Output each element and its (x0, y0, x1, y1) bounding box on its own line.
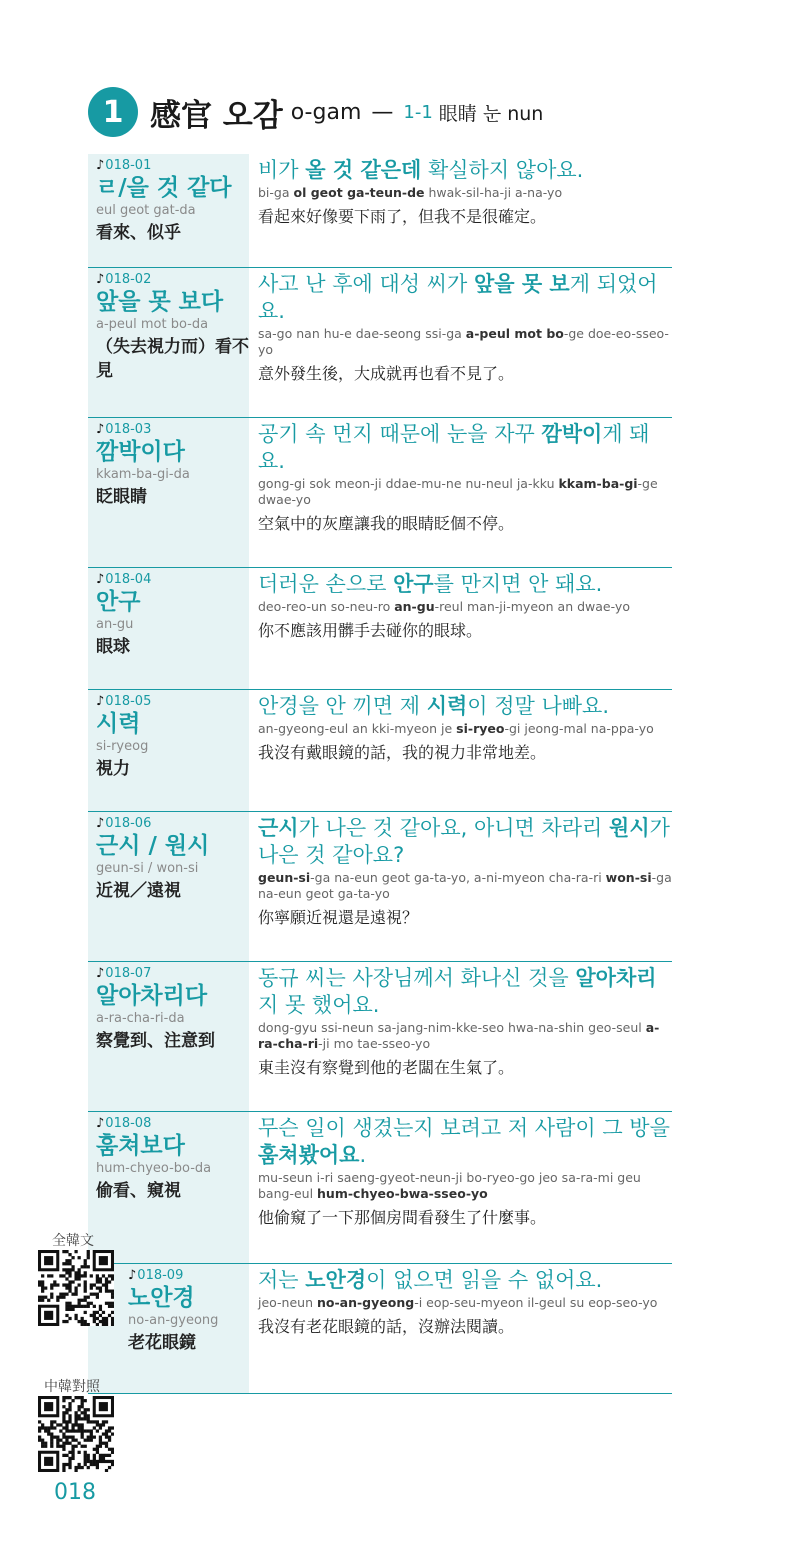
vocab-word: 훔쳐보다 (96, 1133, 185, 1159)
example-sentence (258, 1115, 672, 1169)
qr-code-bilingual-audio[interactable] (38, 1396, 114, 1472)
vocab-headword-panel (88, 1112, 249, 1263)
example-translation: 空氣中的灰塵讓我的眼睛眨個不停。 (258, 514, 515, 533)
example-sentence (258, 271, 672, 325)
romanization-text: an-gyeong-eul an kki-myeon je (258, 721, 457, 736)
example-panel (249, 154, 672, 267)
highlighted-phrase: 앞을 못 보 (473, 272, 570, 296)
chapter-number-badge: 1 (88, 87, 138, 137)
sentence-text: 게 되었어요. (258, 272, 658, 323)
highlighted-phrase: 원시 (609, 816, 650, 840)
highlighted-romanization: si-ryeo (456, 721, 505, 736)
sentence-text: 가 나은 것 같아요, 아니면 차라리 (298, 816, 610, 840)
track-label: 018-01 (105, 158, 152, 173)
vocab-word: 깜박이다 (96, 439, 185, 465)
vocab-word: 알아차리다 (96, 983, 208, 1009)
highlighted-romanization: hum-chyeo-bwa-sseo-yo (317, 1186, 488, 1201)
example-panel (249, 812, 672, 961)
sentence-text: 가 나은 것 같아요? (258, 816, 670, 867)
sentence-text: 공기 속 먼지 때문에 눈을 자꾸 (258, 422, 542, 446)
music-note-icon: ♪ (96, 572, 105, 587)
vocabulary-list (88, 154, 672, 1394)
highlighted-phrase: 안구 (393, 572, 434, 596)
highlighted-phrase: 노안경 (305, 1268, 367, 1292)
audio-track-number[interactable] (96, 158, 249, 174)
vocab-entry (88, 690, 672, 812)
example-romanization (258, 1295, 672, 1311)
example-panel (249, 418, 672, 567)
vocab-meaning: （失去視力而）看不見 (96, 337, 249, 381)
qr-label-korean: 全韓文 (52, 1233, 94, 1249)
romanization-text: -ga na-eun geot ga-ta-yo, a-ni-myeon cha-ra-ri (310, 870, 606, 885)
track-label: 018-02 (105, 272, 152, 287)
vocab-romanization: no-an-gyeong (128, 1313, 219, 1328)
vocab-word: ㄹ/을 것 같다 (96, 175, 232, 201)
romanization-text: -gi jeong-mal na-ppa-yo (504, 721, 654, 736)
qr-label-bilingual: 中韓對照 (44, 1379, 100, 1395)
chapter-title: 感官 오감 (150, 97, 283, 134)
audio-track-number[interactable] (96, 694, 249, 710)
vocab-entry (88, 1112, 672, 1264)
vocab-meaning: 視力 (96, 759, 130, 779)
music-note-icon: ♪ (96, 816, 105, 831)
romanization-text: -ge dwae-yo (258, 476, 658, 507)
vocab-headword-panel (88, 568, 249, 689)
example-sentence (258, 157, 672, 184)
vocab-entry (88, 1264, 672, 1394)
vocab-entry (88, 568, 672, 690)
track-label: 018-05 (105, 694, 152, 709)
example-romanization (258, 870, 672, 902)
example-sentence (258, 421, 672, 475)
vocab-romanization: geun-si / won-si (96, 861, 199, 876)
example-panel (249, 568, 672, 689)
sentence-text: 이 없으면 읽을 수 없어요. (366, 1268, 603, 1292)
highlighted-romanization: a-peul mot bo (465, 326, 564, 341)
example-panel (249, 268, 672, 417)
sentence-text: 이 정말 나빠요. (467, 694, 610, 718)
vocab-headword-panel (88, 812, 249, 961)
vocab-word: 시력 (96, 711, 141, 737)
vocab-romanization: eul geot gat-da (96, 203, 196, 218)
vocab-meaning: 看來、似乎 (96, 223, 181, 243)
example-panel (249, 962, 672, 1111)
example-romanization (258, 476, 672, 508)
vocab-romanization: kkam-ba-gi-da (96, 467, 190, 482)
romanization-text: bi-ga (258, 185, 294, 200)
vocab-meaning: 眼球 (96, 637, 130, 657)
example-sentence (258, 1267, 672, 1294)
track-label: 018-06 (105, 816, 152, 831)
highlighted-romanization: a-ra-cha-ri (258, 1020, 660, 1051)
romanization-text: -ge doe-eo-sseo-yo (258, 326, 669, 357)
highlighted-phrase: 깜박이 (541, 422, 603, 446)
highlighted-phrase: 올 것 같은데 (305, 158, 422, 182)
romanization-text: -ji mo tae-sseo-yo (318, 1036, 431, 1051)
example-romanization (258, 599, 672, 615)
sentence-text: 동규 씨는 사장님께서 화나신 것을 (258, 966, 576, 990)
example-panel (249, 690, 672, 811)
example-romanization (258, 185, 672, 201)
page-number: 018 (54, 1480, 96, 1505)
example-sentence (258, 693, 672, 720)
romanization-text: gong-gi sok meon-ji ddae-mu-ne nu-neul ja-kku (258, 476, 559, 491)
romanization-text: jeo-neun (258, 1295, 317, 1310)
vocab-meaning: 偷看、窺視 (96, 1181, 181, 1201)
sentence-text: 저는 (258, 1268, 306, 1292)
vocab-meaning: 老花眼鏡 (128, 1333, 196, 1353)
track-label: 018-03 (105, 422, 152, 437)
section-title: 眼睛 눈 nun (438, 102, 544, 125)
example-translation: 我沒有戴眼鏡的話，我的視力非常地差。 (258, 743, 547, 762)
example-sentence (258, 965, 672, 1019)
music-note-icon: ♪ (96, 1116, 105, 1131)
highlighted-romanization: kkam-ba-gi (558, 476, 638, 491)
vocab-meaning: 察覺到、注意到 (96, 1031, 215, 1051)
audio-track-number[interactable] (96, 572, 249, 588)
section-number: 1-1 (403, 101, 433, 123)
vocab-romanization: si-ryeog (96, 739, 149, 754)
track-label: 018-08 (105, 1116, 152, 1131)
sentence-text: 확실하지 않아요. (421, 158, 584, 182)
highlighted-romanization: ol geot ga-teun-de (293, 185, 425, 200)
sentence-text: 안경을 안 끼면 제 (258, 694, 427, 718)
music-note-icon: ♪ (96, 694, 105, 709)
vocab-romanization: an-gu (96, 617, 134, 632)
highlighted-phrase: 시력 (426, 694, 468, 718)
example-translation: 他偷窺了一下那個房間看發生了什麼事。 (258, 1208, 547, 1227)
vocab-headword-panel (88, 690, 249, 811)
sentence-text: 게 돼요. (258, 422, 650, 473)
sentence-text: 지 못 했어요. (258, 993, 380, 1017)
vocab-word: 앞을 못 보다 (96, 289, 224, 315)
vocab-entry (88, 268, 672, 418)
vocab-entry (88, 418, 672, 568)
vocab-entry (88, 962, 672, 1112)
romanization-text: -i eop-seu-myeon il-geul su eop-seo-yo (414, 1295, 658, 1310)
chapter-header (88, 86, 543, 138)
romanization-text: mu-seun i-ri saeng-gyeot-neun-ji bo-ryeo-go jeo sa-ra-mi geu bang-eul (258, 1170, 641, 1201)
track-label: 018-09 (137, 1268, 184, 1283)
music-note-icon: ♪ (96, 966, 105, 981)
audio-track-number[interactable] (128, 1268, 249, 1284)
highlighted-romanization: geun-si (258, 870, 311, 885)
vocab-headword-panel (88, 268, 249, 417)
music-note-icon: ♪ (96, 422, 105, 437)
music-note-icon: ♪ (128, 1268, 137, 1283)
example-sentence (258, 571, 672, 598)
audio-track-number[interactable] (96, 272, 249, 288)
music-note-icon: ♪ (96, 272, 105, 287)
example-translation: 東圭沒有察覺到他的老闆在生氣了。 (258, 1058, 515, 1077)
track-label: 018-07 (105, 966, 152, 981)
sentence-text: 무슨 일이 생겼는지 보려고 저 사람이 그 방을 (258, 1116, 670, 1140)
track-label: 018-04 (105, 572, 152, 587)
highlighted-phrase: 알아차리 (575, 966, 657, 990)
vocab-headword-panel (88, 962, 249, 1111)
chapter-romanization: o-gam (290, 99, 362, 125)
romanization-text: dong-gyu ssi-neun sa-jang-nim-kke-seo hwa-na-shin geo-seul (258, 1020, 646, 1035)
sentence-text: 를 만지면 안 돼요. (433, 572, 603, 596)
sentence-text: 더러운 손으로 (258, 572, 394, 596)
example-translation: 你寧願近視還是遠視？ (258, 908, 419, 927)
vocab-headword-panel (88, 418, 249, 567)
qr-pattern-icon (38, 1250, 114, 1326)
highlighted-romanization: no-an-gyeong (316, 1295, 415, 1310)
vocab-romanization: hum-chyeo-bo-da (96, 1161, 212, 1176)
qr-pattern-icon (38, 1396, 114, 1472)
vocab-meaning: 眨眼睛 (96, 487, 147, 507)
example-romanization (258, 721, 672, 737)
header-dash: — (371, 99, 394, 125)
example-translation: 你不應該用髒手去碰你的眼球。 (258, 621, 483, 640)
vocab-romanization: a-peul mot bo-da (96, 317, 209, 332)
vocab-meaning: 近視／遠視 (96, 881, 181, 901)
example-romanization (258, 1020, 672, 1052)
audio-track-number[interactable] (96, 422, 249, 438)
vocab-word: 근시 / 원시 (96, 833, 210, 859)
example-sentence (258, 815, 672, 869)
highlighted-phrase: 훔쳐봤어요 (258, 1143, 360, 1167)
vocab-word: 노안경 (128, 1285, 195, 1311)
example-translation: 看起來好像要下雨了，但我不是很確定。 (258, 207, 547, 226)
vocab-entry (88, 812, 672, 962)
romanization-text: -reul man-ji-myeon an dwae-yo (434, 599, 630, 614)
vocab-romanization: a-ra-cha-ri-da (96, 1011, 185, 1026)
audio-track-number[interactable] (96, 966, 249, 982)
qr-code-korean-audio[interactable] (38, 1250, 114, 1326)
audio-track-number[interactable] (96, 1116, 249, 1132)
romanization-text: -ga na-eun geot ga-ta-yo (258, 870, 672, 901)
romanization-text: deo-reo-un so-neu-ro (258, 599, 395, 614)
highlighted-romanization: an-gu (394, 599, 435, 614)
example-translation: 我沒有老花眼鏡的話，沒辦法閱讀。 (258, 1317, 515, 1336)
example-romanization (258, 1170, 672, 1202)
audio-track-number[interactable] (96, 816, 249, 832)
example-romanization (258, 326, 672, 358)
sentence-text: 비가 (258, 158, 306, 182)
music-note-icon: ♪ (96, 158, 105, 173)
sentence-text: . (359, 1143, 367, 1167)
romanization-text: sa-go nan hu-e dae-seong ssi-ga (258, 326, 466, 341)
vocab-word: 안구 (96, 589, 141, 615)
sentence-text: 사고 난 후에 대성 씨가 (258, 272, 474, 296)
example-panel (249, 1112, 672, 1263)
example-translation: 意外發生後，大成就再也看不見了。 (258, 364, 515, 383)
example-panel (249, 1264, 672, 1393)
vocab-entry (88, 154, 672, 268)
vocab-headword-panel (88, 154, 249, 267)
highlighted-phrase: 근시 (258, 816, 299, 840)
highlighted-romanization: won-si (605, 870, 652, 885)
romanization-text: hwak-sil-ha-ji a-na-yo (424, 185, 563, 200)
